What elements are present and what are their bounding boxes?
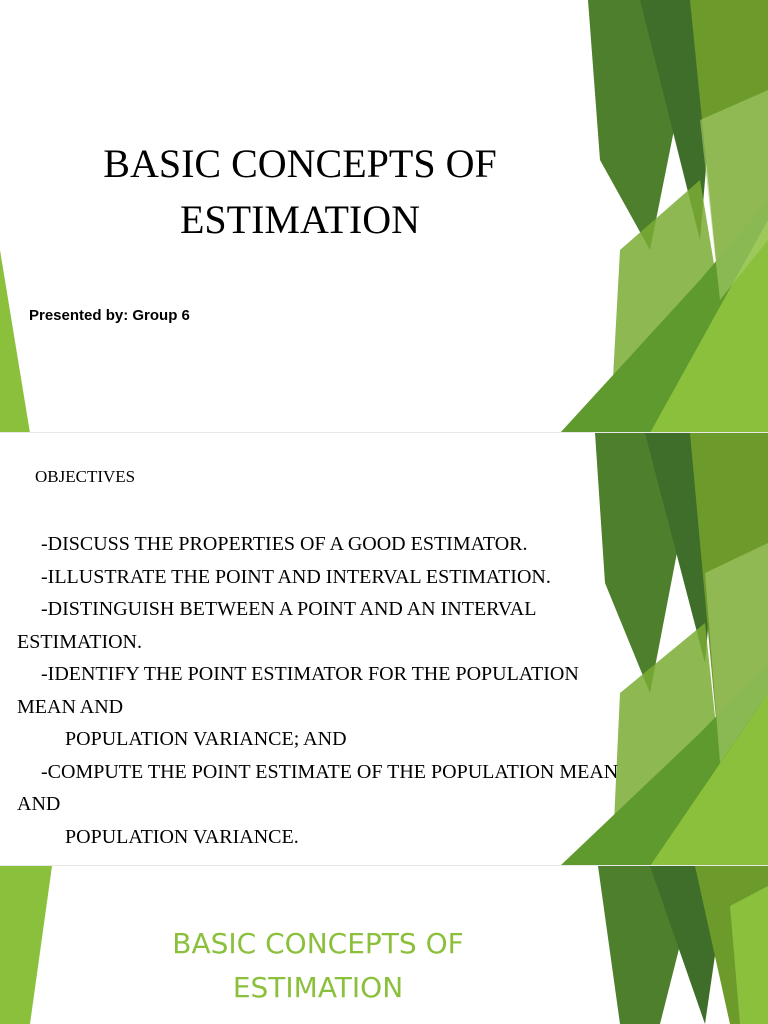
- list-item: -ILLUSTRATE THE POINT AND INTERVAL ESTIMATION.: [41, 565, 551, 588]
- list-item: -DISCUSS THE PROPERTIES OF A GOOD ESTIMATOR.: [41, 533, 528, 555]
- section-title-slide: [0, 866, 768, 1024]
- list-item: -DISTINGUISH BETWEEN A POINT AND AN INTERVAL: [41, 598, 537, 620]
- list-item: ESTIMATION.: [17, 630, 142, 653]
- list-item: -COMPUTE THE POINT ESTIMATE OF THE POPULATION MEAN: [41, 760, 619, 783]
- objectives-list: [17, 528, 737, 853]
- list-item: POPULATION VARIANCE.: [65, 825, 299, 848]
- title-line-1: BASIC CONCEPTS OF: [103, 141, 497, 186]
- title-line-1: BASIC CONCEPTS OF: [172, 927, 464, 960]
- slide-title: [0, 136, 600, 248]
- objectives-slide: [0, 433, 768, 866]
- title-line-2: ESTIMATION: [232, 971, 404, 1004]
- presenter-text: Presented by: Group 6: [29, 307, 190, 324]
- title-line-2: ESTIMATION: [180, 197, 420, 242]
- list-item: AND: [17, 793, 61, 815]
- list-item: -IDENTIFY THE POINT ESTIMATOR FOR THE POPULATION: [41, 663, 579, 685]
- list-item: MEAN AND: [17, 695, 124, 718]
- section-title: [118, 922, 518, 1010]
- list-item: POPULATION VARIANCE; AND: [65, 728, 347, 750]
- objectives-heading: OBJECTIVES: [35, 467, 136, 486]
- title-slide: [0, 0, 768, 433]
